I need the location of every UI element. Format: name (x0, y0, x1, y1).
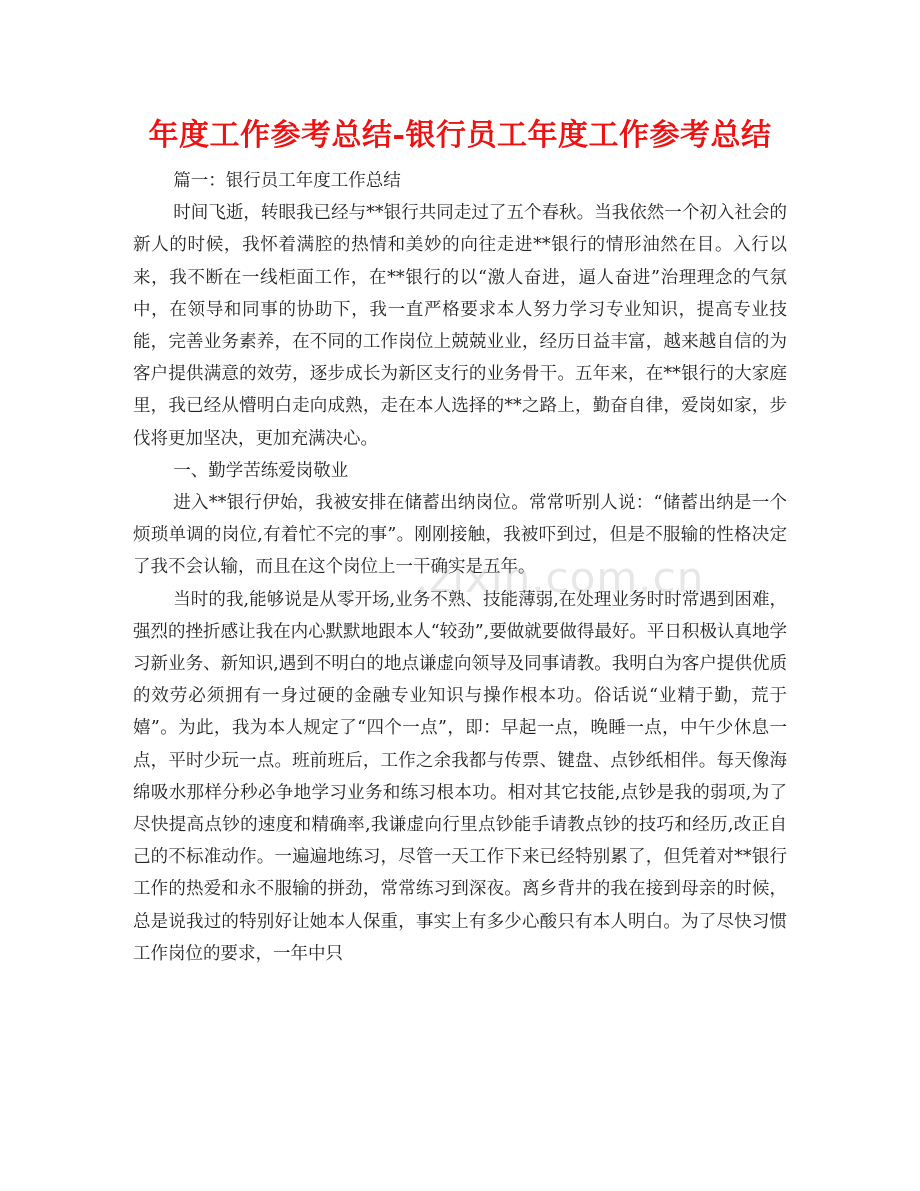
watermark: .zixin.com.cn (415, 553, 705, 602)
paragraph: 时间飞逝，转眼我已经与**银行共同走过了五个春秋。当我依然一个初入社会的新人的时候，我怀着满腔的热情和美妙的向往走进**银行的情形油然在目。入行以来，我不断在一线柜面工作，在**银行的以“激人奋进，逼人奋进”治理理念的气氛中，在领导和同事的协助下，我一直严格要求本人努力学习专业知识，提高专业技能，完善业务素养，在不同的工作岗位上兢兢业业，经历日益丰富，越来越自信的为客户提供满意的效劳，逐步成长为新区支行的业务骨干。五年来，在**银行的大家庭里，我已经从懵明白走向成熟，走在本人选择的**之路上，勤奋自律，爱岗如家，步伐将更加坚决，更加充满决心。 (133, 203, 787, 449)
document-title: 年度工作参考总结-银行员工年度工作参考总结 (148, 118, 772, 153)
paragraph: 当时的我,能够说是从零开场,业务不熟、技能薄弱,在处理业务时时常遇到困难，强烈的挫折感让我在内心默默地跟本人“较劲”,要做就要做得最好。平日积极认真地学习新业务、新知识,遇到不明白的地点谦虚向领导及同事请教。我明白为客户提供优质的效劳必须拥有一身过硬的金融专业知识与操作根本功。俗话说“业精于勤，荒于嬉”。为此，我为本人规定了“四个一点”，即：早起一点，晚睡一点，中午少休息一点，平时少玩一点。班前班后，工作之余我都与传票、键盘、点钞纸相伴。每天像海绵吸水那样分秒必争地学习业务和练习根本功。相对其它技能,点钞是我的弱项,为了尽快提高点钞的速度和精确率,我谦虚向行里点钞能手请教点钞的技巧和经历,改正自己的不标准动作。一遍遍地练习，尽管一天工作下来已经特别累了，但凭着对**银行工作的热爱和永不服输的拼劲，常常练习到深夜。离乡背井的我在接到母亲的时候，总是说我过的特别好让她本人保重，事实上有多少心酸只有本人明白。为了尽快习惯工作岗位的要求，一年中只 (133, 589, 787, 964)
section-heading: 一、勤学苦练爱岗敬业 (173, 460, 349, 481)
section-heading: 篇一：银行员工年度工作总结 (173, 171, 401, 191)
paragraph: 进入**银行伊始，我被安排在储蓄出纳岗位。常常听别人说：“储蓄出纳是一个烦琐单调的岗位,有着忙不完的事”。刚刚接触，我被吓到过，但是不服输的性格决定了我不会认输，而且在这个岗位上一干确实是五年。 (133, 493, 787, 578)
